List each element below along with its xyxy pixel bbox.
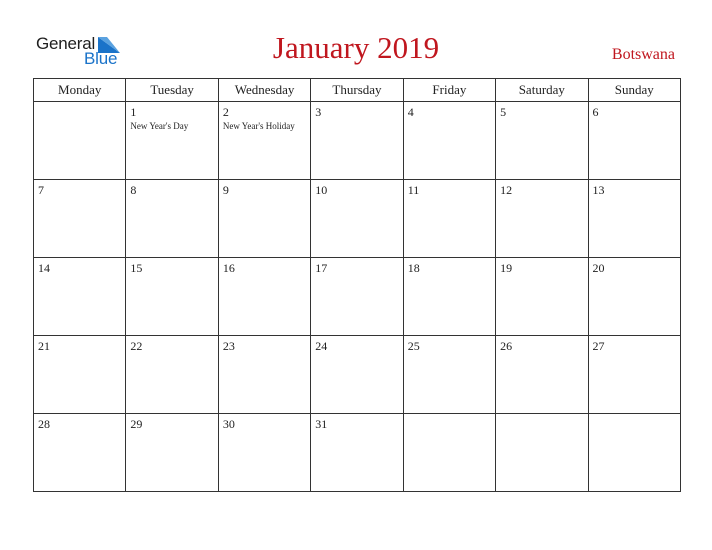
holiday-label: New Year's Holiday [222, 121, 295, 131]
day-number: 23 [222, 339, 235, 353]
day-number: 17 [315, 261, 328, 275]
day-number: 21 [38, 339, 50, 353]
calendar-week-row [34, 102, 681, 180]
day-number: 19 [500, 261, 513, 275]
calendar-day-cell [126, 180, 218, 258]
calendar-day-cell [218, 102, 310, 180]
calendar-day-cell [311, 414, 403, 492]
calendar-day-cell [126, 258, 218, 336]
logo-word-general: General [36, 34, 96, 53]
day-number: 27 [592, 339, 605, 353]
day-number: 25 [407, 339, 420, 353]
logo-word-blue: Blue [84, 49, 118, 68]
day-number: 28 [38, 417, 50, 431]
day-number: 6 [592, 105, 599, 119]
day-number: 11 [407, 183, 420, 197]
calendar-day-cell [403, 258, 495, 336]
calendar-day-cell [34, 258, 126, 336]
day-number: 3 [315, 105, 322, 119]
day-number: 1 [130, 105, 137, 119]
calendar-day-cell [34, 336, 126, 414]
calendar-week-row [34, 414, 681, 492]
calendar-day-cell [218, 258, 310, 336]
day-number: 12 [500, 183, 513, 197]
day-number: 9 [222, 183, 229, 197]
calendar-week-row [34, 258, 681, 336]
calendar-day-cell [218, 414, 310, 492]
calendar-day-cell [588, 102, 680, 180]
day-number: 13 [592, 183, 605, 197]
calendar-day-cell [588, 180, 680, 258]
calendar-day-cell [311, 258, 403, 336]
day-number: 20 [592, 261, 605, 275]
calendar-day-cell [34, 180, 126, 258]
day-number: 31 [315, 417, 328, 431]
day-number: 16 [222, 261, 235, 275]
day-number: 8 [130, 183, 137, 197]
calendar-day-cell [403, 180, 495, 258]
calendar-day-cell [126, 102, 218, 180]
day-number: 10 [315, 183, 328, 197]
weekday-header: Sunday [588, 79, 680, 102]
calendar-title: January 2019 [272, 30, 440, 65]
calendar-day-cell [311, 102, 403, 180]
day-number: 22 [130, 339, 143, 353]
holiday-label: New Year's Day [130, 121, 189, 131]
weekday-header: Saturday [496, 79, 588, 102]
day-number: 26 [500, 339, 513, 353]
day-number: 29 [130, 417, 143, 431]
calendar-day-cell [403, 336, 495, 414]
weekday-header: Monday [34, 79, 126, 102]
calendar-day-cell [218, 180, 310, 258]
calendar-week-row [34, 180, 681, 258]
weekday-header: Tuesday [126, 79, 218, 102]
day-number: 4 [407, 105, 414, 119]
calendar-day-cell [588, 414, 680, 492]
weekday-header: Friday [403, 79, 495, 102]
calendar-day-cell [496, 180, 588, 258]
calendar-day-cell [496, 336, 588, 414]
calendar-week-row [34, 336, 681, 414]
calendar-day-cell [218, 336, 310, 414]
day-number: 24 [315, 339, 328, 353]
calendar-day-cell [403, 414, 495, 492]
calendar-day-cell [403, 102, 495, 180]
day-number: 7 [38, 183, 44, 197]
weekday-header: Thursday [311, 79, 403, 102]
day-number: 18 [407, 261, 420, 275]
calendar-day-cell [34, 414, 126, 492]
day-number: 30 [222, 417, 235, 431]
calendar-day-cell [496, 414, 588, 492]
weekday-header-row [34, 79, 681, 102]
calendar-day-cell [34, 102, 126, 180]
calendar-day-cell [126, 336, 218, 414]
calendar-day-cell [496, 102, 588, 180]
calendar-day-cell [588, 336, 680, 414]
calendar-day-cell [588, 258, 680, 336]
calendar-day-cell [496, 258, 588, 336]
day-number: 5 [500, 105, 507, 119]
calendar-grid [33, 78, 681, 492]
calendar-day-cell [311, 336, 403, 414]
day-number: 2 [222, 105, 229, 119]
day-number: 15 [130, 261, 143, 275]
country-name: Botswana [611, 46, 675, 63]
calendar-day-cell [311, 180, 403, 258]
weekday-header: Wednesday [218, 79, 310, 102]
day-number: 14 [38, 261, 50, 275]
calendar-day-cell [126, 414, 218, 492]
